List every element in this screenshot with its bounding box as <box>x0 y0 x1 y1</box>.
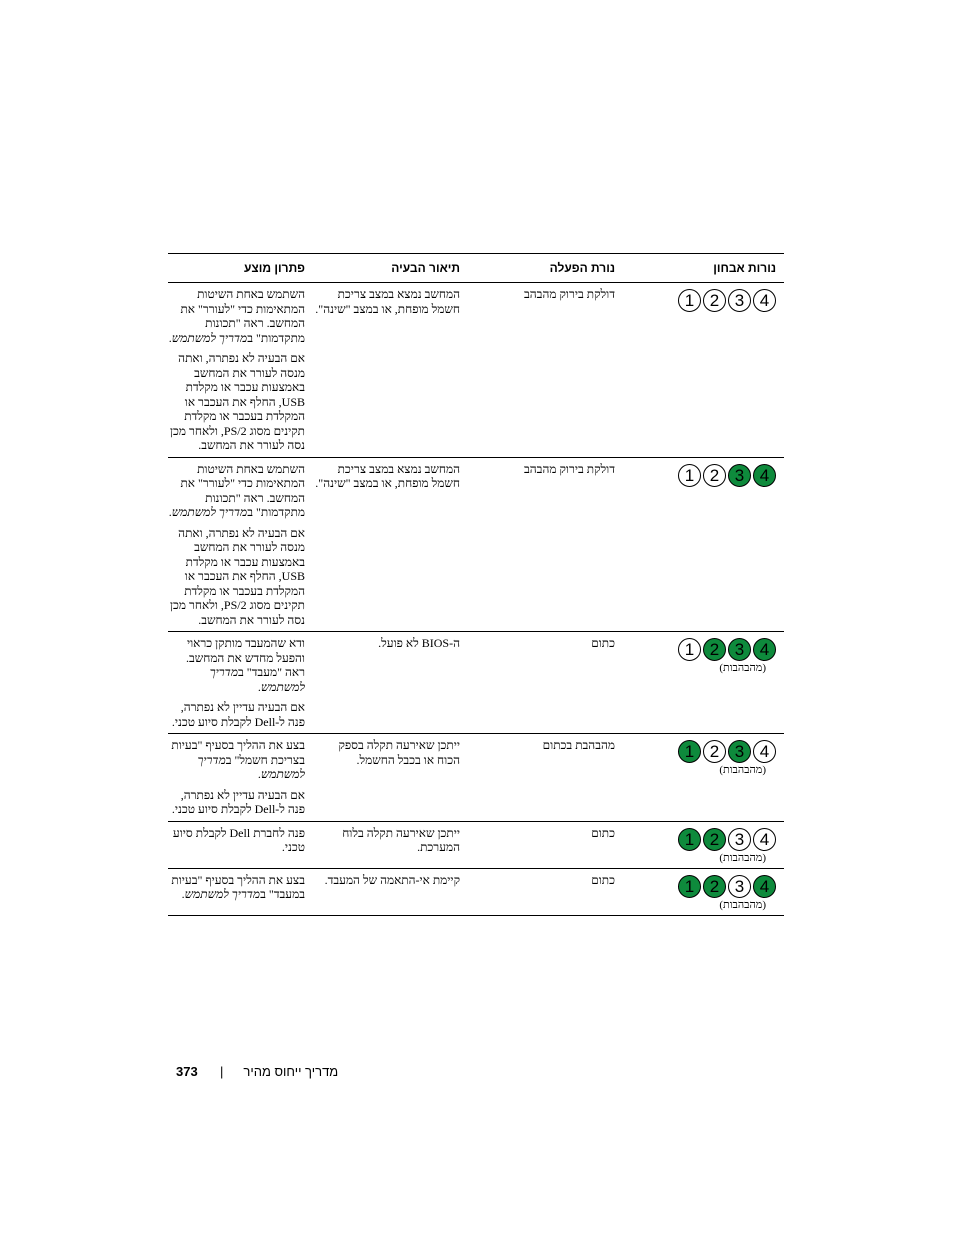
problem-description-cell: ייתכן שאירעה תקלה בספק הכוח או בכבל החשמל. <box>338 738 460 767</box>
suggested-solution-cell <box>168 632 313 733</box>
diagnostic-light-4: 4 <box>753 875 776 898</box>
header-power-light: נורת הפעלה <box>549 261 615 275</box>
solution-text-end: . <box>257 767 261 781</box>
header-diagnostic-lights: נורות אבחון <box>713 261 776 275</box>
diagnostic-lights-cell <box>623 283 784 457</box>
diagnostic-lights-cell <box>623 734 784 821</box>
guide-reference: מדריך למשתמש <box>171 505 248 519</box>
power-light-cell: כתום <box>591 872 615 887</box>
diagnostic-lights-group <box>623 638 776 661</box>
table-header-row <box>168 254 784 283</box>
header-suggested-solution: פתרון מוצע <box>244 261 305 275</box>
table-row <box>168 283 784 458</box>
solution-paragraph <box>168 462 305 520</box>
diagnostic-light-1: 1 <box>678 289 701 312</box>
diagnostic-light-3: 3 <box>728 740 751 763</box>
diagnostic-lights-group <box>623 875 776 898</box>
blinking-note: (מהבהבות) <box>719 851 766 864</box>
diagnostic-lights-group <box>623 828 776 851</box>
diagnostic-lights-cell <box>623 869 784 915</box>
diagnostic-light-3: 3 <box>728 828 751 851</box>
solution-text-end: . <box>257 679 261 694</box>
problem-description-cell: המחשב נמצא במצב צריכת חשמל מופחת, או במצב "שינה". <box>315 287 460 316</box>
solution-paragraph-2: אם הבעיה לא נפתרה, ואתה מנסה לעורר את המחשב באמצעות עכבר או מקלדת USB, החלף את העכבר או המקלדת בעכבר או מקלדת תקינים מסוג PS/2, ולאחר מכן נסה לעורר את המחשב. <box>169 351 305 452</box>
power-light-cell: מהבהבת בכתום <box>542 738 615 752</box>
diagnostic-lights-cell <box>623 822 784 868</box>
table-row <box>168 458 784 633</box>
diagnostic-light-3: 3 <box>728 638 751 661</box>
guide-reference: מדריך למשתמש <box>171 330 248 345</box>
table-row <box>168 734 784 822</box>
problem-description-cell: המחשב נמצא במצב צריכת חשמל מופחת, או במצב "שינה". <box>315 461 460 490</box>
diagnostic-light-3: 3 <box>728 289 751 312</box>
guide-reference: מדריך למשתמש <box>197 752 305 781</box>
solution-text-end: . <box>168 330 172 345</box>
solution-text-end: . <box>181 887 185 901</box>
suggested-solution-cell <box>168 822 313 868</box>
solution-paragraph-2: אם הבעיה עדיין לא נפתרה, פנה ל-Dell לקבלת סיוע טכני. <box>171 700 305 729</box>
solution-paragraph <box>168 826 305 855</box>
blinking-note: (מהבהבות) <box>719 898 766 911</box>
suggested-solution-cell <box>168 458 313 632</box>
solution-paragraph-2: אם הבעיה לא נפתרה, ואתה מנסה לעורר את המחשב באמצעות עכבר או מקלדת USB, החלף את העכבר או המקלדת בעכבר או מקלדת תקינים מסוג PS/2, ולאחר מכן נסה לעורר את המחשב. <box>169 525 305 627</box>
solution-paragraph-2: אם הבעיה עדיין לא נפתרה, פנה ל-Dell לקבלת סיוע טכני. <box>171 787 305 816</box>
power-light-cell: דולקת בירוק מהבהב <box>524 287 615 301</box>
solution-paragraph <box>168 636 305 694</box>
blinking-note: (מהבהבות) <box>719 662 766 674</box>
suggested-solution-cell <box>168 283 313 457</box>
solution-paragraph <box>168 738 305 782</box>
solution-text: השתמש באחת השיטות המתאימות כדי "לעורר" את המחשב. ראה "תכונות מתקדמות" ב <box>180 287 305 345</box>
diagnostic-light-1: 1 <box>678 638 701 661</box>
diagnostic-light-4: 4 <box>753 289 776 312</box>
diagnostic-light-4: 4 <box>753 828 776 851</box>
table-row <box>168 632 784 734</box>
page-number: 373 <box>176 1064 198 1079</box>
table-row <box>168 822 784 869</box>
solution-paragraph <box>168 287 305 345</box>
diagnostic-lights-cell <box>623 458 784 632</box>
diagnostic-light-3: 3 <box>728 464 751 487</box>
solution-text: בצע את ההליך בסעיף "בעיות בצריכת חשמל" ב <box>171 738 305 767</box>
diagnostic-light-2: 2 <box>703 740 726 763</box>
power-light-cell: כתום <box>591 825 615 840</box>
solution-text: השתמש באחת השיטות המתאימות כדי "לעורר" את המחשב. ראה "תכונות מתקדמות" ב <box>180 461 305 519</box>
solution-text: בצע את ההליך בסעיף "בעיות במעבד" ב <box>171 872 305 901</box>
guide-reference: מדריך למשתמש <box>209 665 305 694</box>
problem-description-cell: ה-BIOS לא פועל. <box>378 636 460 650</box>
diagnostic-light-4: 4 <box>753 638 776 661</box>
diagnostic-light-1: 1 <box>678 464 701 487</box>
diagnostic-light-4: 4 <box>753 464 776 487</box>
guide-reference: מדריך למשתמש <box>184 887 261 901</box>
solution-paragraph <box>168 873 305 902</box>
diagnostic-light-3: 3 <box>728 875 751 898</box>
table-row <box>168 869 784 915</box>
problem-description-cell: קיימת אי-התאמה של המעבד. <box>324 872 460 887</box>
power-light-cell: דולקת בירוק מהבהב <box>524 461 615 476</box>
problem-description-cell: ייתכן שאירעה תקלה בלוח המערכת. <box>342 825 460 854</box>
diagnostic-light-1: 1 <box>678 828 701 851</box>
diagnostic-light-4: 4 <box>753 740 776 763</box>
solution-text: פנה לחברת Dell לקבלת סיוע טכני. <box>172 825 305 854</box>
diagnostic-light-1: 1 <box>678 740 701 763</box>
diagnostic-light-1: 1 <box>678 875 701 898</box>
diagnostic-light-2: 2 <box>703 875 726 898</box>
diagnostic-lights-group <box>623 289 776 312</box>
solution-text: ודא שהמעבד מותקן כראוי והפעל מחדש את המחשב. ראה "מעבד" ב <box>185 636 305 679</box>
footer-separator: | <box>220 1064 224 1079</box>
diagnostic-lights-group <box>623 740 776 763</box>
diagnostic-light-2: 2 <box>703 828 726 851</box>
footer-title: מדריך ייחוס מהיר <box>243 1064 339 1079</box>
solution-text-end: . <box>168 505 172 519</box>
diagnostic-lights-table <box>168 253 784 916</box>
diagnostic-light-2: 2 <box>703 464 726 487</box>
power-light-cell: כתום <box>591 636 615 650</box>
diagnostic-lights-cell <box>623 632 784 733</box>
page-footer <box>176 1064 346 1079</box>
header-problem-description: תיאור הבעיה <box>391 261 460 275</box>
diagnostic-light-2: 2 <box>703 638 726 661</box>
suggested-solution-cell <box>168 869 313 915</box>
blinking-note: (מהבהבות) <box>719 764 766 776</box>
suggested-solution-cell <box>168 734 313 821</box>
diagnostic-light-2: 2 <box>703 289 726 312</box>
diagnostic-lights-group <box>623 464 776 487</box>
